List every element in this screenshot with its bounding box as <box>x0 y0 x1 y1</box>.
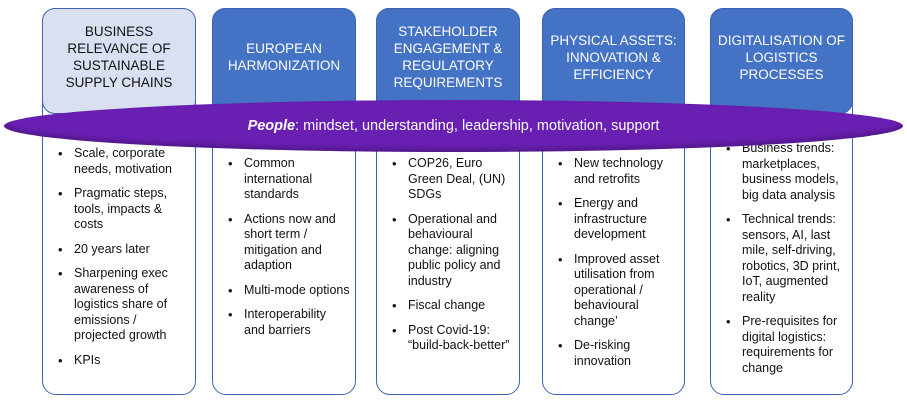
list-item: • Energy and infrastructure development <box>558 196 679 243</box>
pillar-stakeholder-engagement <box>376 8 520 395</box>
pillar-european-harmonization <box>212 8 356 395</box>
list-item: • Scale, corporate needs, motivation <box>58 146 190 177</box>
list-item: • New technology and retrofits <box>558 156 679 187</box>
pillar-list <box>376 156 520 363</box>
people-banner <box>4 100 903 152</box>
pillar-title: STAKEHOLDER ENGAGEMENT & REGULATORY REQUIREMENTS <box>376 8 520 114</box>
banner-text: : mindset, understanding, leadership, motivation, support <box>295 118 660 134</box>
list-item: • Improved asset utilisation from operational / behavioural change’ <box>558 252 679 330</box>
list-item: • Business trends: marketplaces, business models, big data analysis <box>726 141 847 203</box>
list-item: • Operational and behavioural change: aligning public policy and industry <box>392 212 514 290</box>
list-item: • 20 years later <box>58 242 190 258</box>
pillar-title: BUSINESS RELEVANCE OF SUSTAINABLE SUPPLY CHAINS <box>42 8 196 114</box>
pillar-title: PHYSICAL ASSETS: INNOVATION & EFFICIENCY <box>542 8 685 114</box>
list-item: • De-risking innovation <box>558 338 679 369</box>
pillar-list <box>212 156 356 347</box>
banner-lead: People <box>247 118 296 134</box>
pillar-business-relevance <box>42 8 196 395</box>
list-item: • Post Covid-19: “build-back-better” <box>392 323 514 354</box>
pillar-title: DIGITALISATION OF LOGISTICS PROCESSES <box>710 8 853 114</box>
list-item: • Actions now and short term / mitigation and adaption <box>228 212 350 274</box>
pillar-physical-assets <box>542 8 685 395</box>
list-item: • Fiscal change <box>392 298 514 314</box>
pillar-list <box>542 156 685 378</box>
list-item: • Interoperability and barriers <box>228 307 350 338</box>
list-item: • Pre-requisites for digital logistics: requirements for change <box>726 314 847 376</box>
pillar-digitalisation <box>710 8 853 395</box>
pillar-list <box>710 141 853 385</box>
list-item: • Sharpening exec awareness of logistics share of emissions / projected growth <box>58 266 190 344</box>
list-item: • Technical trends: sensors, AI, last mile, self-driving, robotics, 3D print, IoT, augmented reality <box>726 212 847 305</box>
list-item: • Multi-mode options <box>228 283 350 299</box>
list-item: • Common international standards <box>228 156 350 203</box>
pillar-title: EUROPEAN HARMONIZATION <box>212 8 356 114</box>
pillar-list <box>42 146 196 377</box>
list-item: • KPIs <box>58 353 190 369</box>
list-item: • COP26, Euro Green Deal, (UN) SDGs <box>392 156 514 203</box>
list-item: • Pragmatic steps, tools, impacts & costs <box>58 186 190 233</box>
